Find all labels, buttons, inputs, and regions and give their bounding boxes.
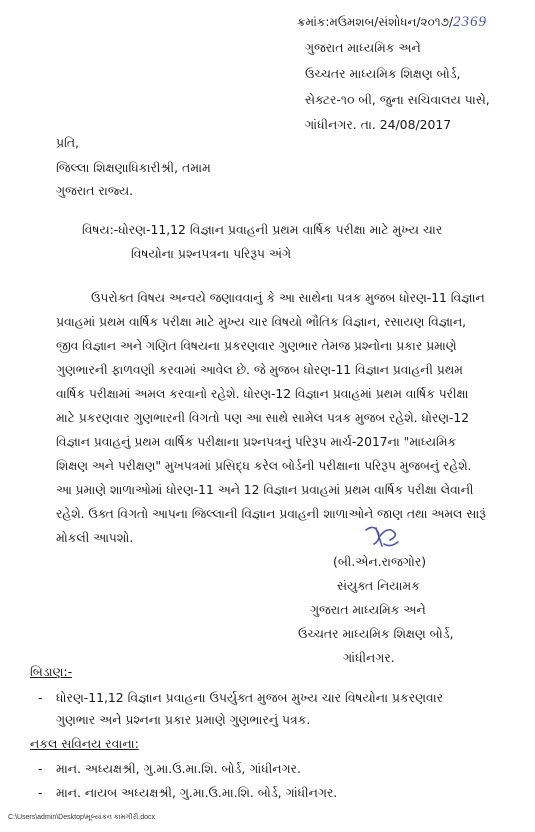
salutation-prati: પ્રતિ, xyxy=(56,135,79,150)
copy-item: માન. નાયબ અધ્યક્ષશ્રી, ગુ.મા.ઉ.મા.શિ. બોર્ડ, ગાંધીનગર. xyxy=(56,785,338,800)
body-line: પ્રવાહમાં પ્રથમ વાર્ષિક પરીક્ષા માટે મુખ્ય ચાર વિષયો ભૌતિક વિજ્ઞાન, રસાયણ વિજ્ઞાન, xyxy=(56,315,467,329)
body-line: ઉપરોક્ત વિષય અન્વયે જણાવવાનું કે આ સાથેના પત્રક મુજબ ધોરણ-11 વિજ્ઞાન xyxy=(91,291,485,305)
city-date: ગાંધીનગર. તા. 24/08/2017 xyxy=(305,117,452,132)
copy-heading: નકલ સવિનય રવાના: xyxy=(30,736,139,751)
body-line: જીવ વિજ્ઞાન અને ગણિત વિષયના પ્રકરણવાર ગુણભાર તેમજ પ્રશ્નોના પ્રકાર પ્રમાણે xyxy=(56,339,457,353)
enclosure-line-2: ગુણભાર અને પ્રશ્નના પ્રકાર પ્રમાણે ગુણભારનું પત્રક. xyxy=(56,712,311,727)
handwritten-reference-number: 2369 xyxy=(453,14,488,30)
recipient-line-1: જિલ્લા શિક્ષણાધિકારીશ્રી, તમામ xyxy=(56,160,211,175)
reference-number xyxy=(297,14,487,31)
copy-bullet: - xyxy=(38,785,43,800)
signatory-name: (બી.એન.રાજગોર) xyxy=(333,554,427,569)
body-line: આ પ્રમાણે શાળાઓમાં ધોરણ-11 અને 12 વિજ્ઞાન પ્રવાહમાં પ્રથમ વાર્ષિક પરીક્ષા લેવાની xyxy=(56,483,474,497)
signatory-org-line-1: ગુજરાત માધ્યમિક અને xyxy=(310,602,426,617)
enclosure-line-1: ધોરણ-11,12 વિજ્ઞાન પ્રવાહના ઉપર્યુક્ત મુજબ મુખ્ય ચાર વિષયોના પ્રકરણવાર xyxy=(56,690,444,705)
subject-line-2: વિષયોના પ્રશ્નપત્રના પરિરૂપ અંગે xyxy=(131,246,292,261)
body-line: શિક્ષણ અને પરીક્ષણ" મુખપત્રમાં પ્રસિદ્ધ કરેલ બોર્ડની પરીક્ષાના પરિરૂપ મુજબનું રહેશે. xyxy=(56,459,472,473)
board-address: સેક્ટર-૧૦ બી, જુના સચિવાલય પાસે, xyxy=(305,92,490,107)
signatory-city: ગાંધીનગર. xyxy=(343,650,395,665)
body-line: રહેશે. ઉક્ત વિગતો આપના જિલ્લાની વિજ્ઞાન પ્રવાહની શાળાઓને જાણ તથા અમલ સારૂં xyxy=(56,507,486,521)
reference-prefix: ક્રમાંક:મઉમશબ/સંશોધન/૨૦૧૭/ xyxy=(297,15,454,29)
board-line-1: ગુજરાત માધ્યમિક અને xyxy=(305,40,421,55)
body-paragraph xyxy=(56,286,511,550)
enclosure-bullet: - xyxy=(38,690,43,705)
copy-bullet: - xyxy=(38,761,43,776)
enclosure-heading: બિડાણ:- xyxy=(30,664,73,679)
copy-item: માન. અધ્યક્ષશ્રી, ગુ.મા.ઉ.મા.શિ. બોર્ડ, ગાંધીનગર. xyxy=(56,761,301,776)
body-line: માટે પ્રકરણવાર ગુણભારની વિગતો પણ આ સાથે સામેલ પત્રક મુજબ રહેશે. ધોરણ-12 xyxy=(56,411,470,425)
signature-mark-icon xyxy=(360,522,402,552)
file-path-footer: C:\Users\admin\Desktop\મૂલ્યાંકન કામગીરી.docx xyxy=(8,814,155,821)
signatory-org-line-2: ઉચ્ચતર માધ્યમિક શિક્ષણ બોર્ડ, xyxy=(298,626,454,641)
board-line-2: ઉચ્ચતર માધ્યમિક શિક્ષણ બોર્ડ, xyxy=(305,66,461,81)
subject-line-1: વિષય:-ધોરણ-11,12 વિજ્ઞાન પ્રવાહની પ્રથમ વાર્ષિક પરીક્ષા માટે મુખ્ય ચાર xyxy=(82,222,443,237)
body-line: મોકલી આપશો. xyxy=(56,531,134,545)
signatory-designation: સંયુક્ત નિયામક xyxy=(337,578,420,593)
body-line: વિજ્ઞાન પ્રવાહનું પ્રથમ વાર્ષિક પરીક્ષાના પ્રશ્નપત્રનું પરિરૂપ માર્ચ-2017ના "માધ્યમિક xyxy=(56,435,457,449)
recipient-line-2: ગુજરાત રાજ્ય. xyxy=(56,183,134,198)
body-line: વાર્ષિક પરીક્ષામાં અમલ કરવાનો રહેશે. ધોરણ-12 વિજ્ઞાન પ્રવાહમાં પ્રથમ વાર્ષિક પરીક્ષા xyxy=(56,387,469,401)
body-line: ગુણભારની ફાળવણી કરવામાં આવેલ છે. જે મુજબ ધોરણ-11 વિજ્ઞાન પ્રવાહની પ્રથમ xyxy=(56,363,463,377)
